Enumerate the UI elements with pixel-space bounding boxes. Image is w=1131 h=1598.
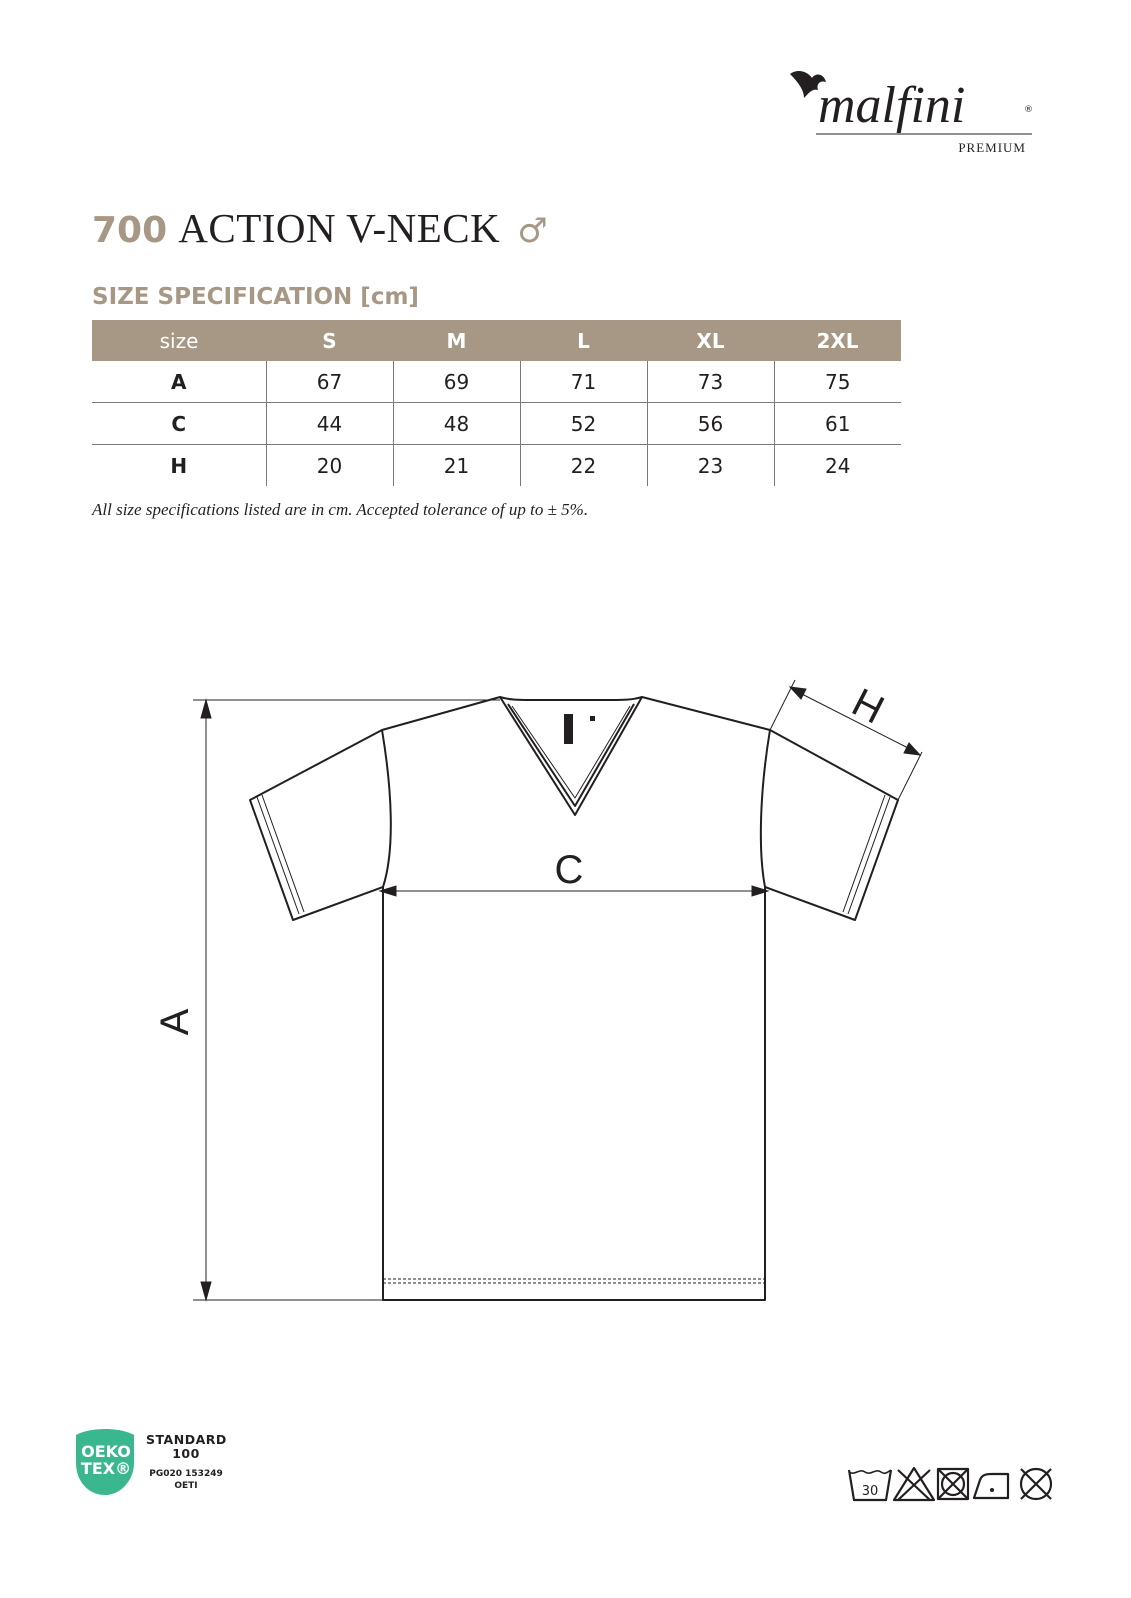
no-dry-clean-icon — [1021, 1469, 1051, 1499]
table-cell: 75 — [774, 361, 901, 403]
column-header: L — [520, 320, 647, 361]
label-c: C — [554, 848, 584, 892]
table-header-row — [92, 320, 901, 361]
table-cell: 71 — [520, 361, 647, 403]
table-cell: 52 — [520, 403, 647, 445]
brand-name: malfini — [818, 77, 966, 134]
table-cell: 56 — [647, 403, 774, 445]
column-header: S — [266, 320, 393, 361]
no-bleach-icon — [894, 1468, 934, 1500]
dimension-h — [770, 680, 922, 800]
table-cell: 23 — [647, 445, 774, 487]
table-cell: 44 — [266, 403, 393, 445]
tshirt-diagram — [0, 660, 1131, 1340]
size-table — [92, 320, 901, 486]
registered-mark: ® — [1024, 105, 1033, 115]
table-cell: 21 — [393, 445, 520, 487]
column-header: M — [393, 320, 520, 361]
row-label: C — [92, 403, 266, 445]
table-cell: 73 — [647, 361, 774, 403]
oeko-line1: OEKO — [81, 1442, 131, 1461]
male-gender-icon: ♂ — [517, 211, 548, 251]
row-label: H — [170, 453, 188, 478]
product-title — [92, 204, 548, 252]
neck-label — [564, 714, 573, 744]
malfini-logo-mark — [790, 68, 1060, 164]
standard-line1: STANDARD — [146, 1432, 227, 1447]
label-h: H — [845, 680, 891, 733]
cert-line1: PG020 153249 — [149, 1469, 223, 1479]
oeko-tex-label — [76, 1443, 136, 1477]
table-row — [92, 361, 901, 403]
label-a: A — [153, 1008, 197, 1036]
tshirt-outline — [0, 660, 1131, 1340]
table-cell: 22 — [520, 445, 647, 487]
oeko-line2: TEX® — [80, 1459, 132, 1478]
tolerance-note: All size specifications listed are in cm. Accepted tolerance of up to ± 5%. — [92, 500, 589, 519]
row-label: A — [92, 361, 266, 403]
table-cell: 61 — [774, 403, 901, 445]
brand-tier: PREMIUM — [958, 140, 1026, 155]
no-tumble-dry-icon — [938, 1469, 968, 1499]
column-header: size — [92, 320, 266, 361]
table-cell: 48 — [393, 403, 520, 445]
table-row — [92, 403, 901, 445]
tshirt-body — [250, 697, 898, 1300]
standard-label — [146, 1433, 226, 1461]
table-cell: 69 — [393, 361, 520, 403]
column-header: XL — [647, 320, 774, 361]
wash-temperature: 30 — [861, 1484, 879, 1499]
size-spec-heading: SIZE SPECIFICATION [cm] — [92, 284, 419, 310]
dimension-a — [193, 700, 500, 1300]
column-header: 2XL — [774, 320, 901, 361]
iron-low-icon — [974, 1474, 1008, 1498]
certificate-number — [146, 1468, 226, 1492]
table-row — [92, 445, 901, 487]
product-name: ACTION V-NECK — [178, 205, 501, 251]
table-cell: 24 — [774, 445, 901, 487]
cert-line2: OETI — [174, 1481, 198, 1491]
standard-line2: 100 — [172, 1446, 200, 1461]
care-symbols — [846, 1464, 1058, 1504]
brand-logo — [790, 68, 1060, 164]
table-cell: 20 — [266, 445, 393, 487]
table-cell: 67 — [266, 361, 393, 403]
product-code: 700 — [92, 210, 168, 251]
